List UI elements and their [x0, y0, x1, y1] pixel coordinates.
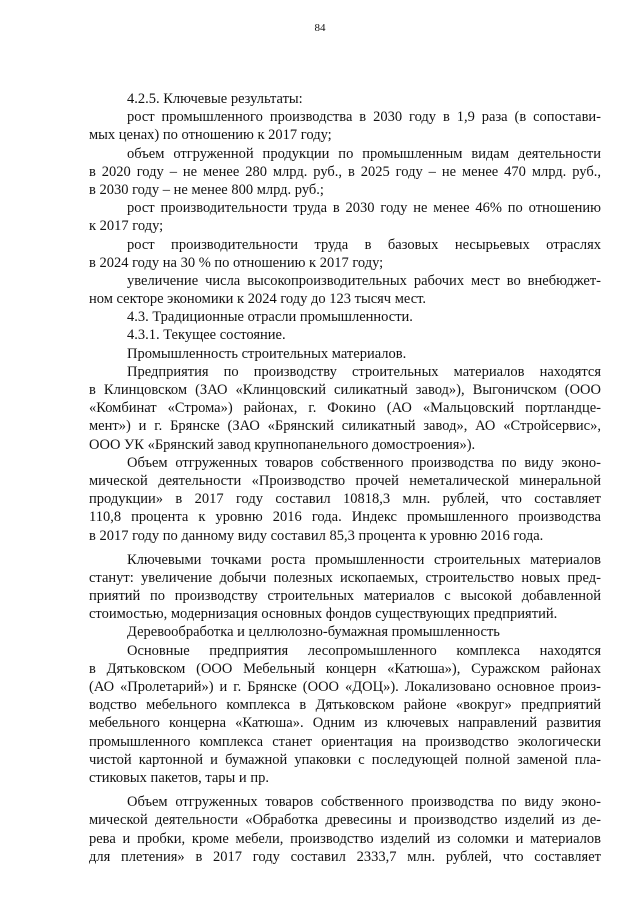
text-line: станут: увеличение добычи полезных ископаемых, строительство новых пред-	[89, 569, 601, 586]
text-line: в 2024 году на 30 % по отношению к 2017 году;	[89, 254, 384, 271]
text-line: промышленного комплекса станет ориентация на производство экологически	[89, 733, 601, 750]
text-line: мых ценах) по отношению к 2017 году;	[89, 127, 332, 144]
text-line: объем отгруженной продукции по промышленным видам деятельности	[127, 145, 601, 162]
text-line: 4.3. Традиционные отрасли промышленности.	[127, 309, 413, 326]
text-line: стоимостью, модернизация основных фондов существующих предприятий.	[89, 606, 558, 623]
text-line: рева и пробки, кроме мебели, производство изделий из соломки и материалов	[89, 830, 601, 847]
document-body	[89, 90, 601, 866]
text-line: Основные предприятия лесопромышленного комплекса находятся	[127, 642, 601, 659]
page-number: 84	[314, 22, 326, 34]
text-line: мебельного концерна «Катюша». Одним из ключевых направлений развития	[89, 715, 601, 732]
text-line: 110,8 процента к уровню 2016 года. Индекс промышленного производства	[89, 509, 601, 526]
text-line: продукции» в 2017 году составил 10818,3 млн. рублей, что составляет	[89, 491, 601, 508]
text-line: 4.2.5. Ключевые результаты:	[127, 91, 303, 107]
text-line: мической деятельности «Производство прочей неметалической минеральной	[89, 472, 601, 489]
text-line: Объем отгруженных товаров собственного производства по виду эконо-	[127, 454, 601, 471]
text-line: рост промышленного производства в 2030 году в 1,9 раза (в сопостави-	[127, 109, 601, 126]
text-line: в Дятьковском (ООО Мебельный концерн «Катюша»), Суражском районах	[89, 660, 601, 677]
text-line: рост производительности труда в базовых несырьевых отраслях	[127, 236, 601, 253]
text-line: ном секторе экономики к 2024 году до 123 тысяч мест.	[89, 291, 426, 308]
text-line: для плетения» в 2017 году составил 2333,7 млн. рублей, что составляет	[89, 848, 601, 865]
text-line: водство мебельного комплекса в Дятьковском районе «вокруг» предприятий	[89, 697, 601, 714]
text-line: «Комбинат «Строма») районах, г. Фокино (АО «Мальцовский портландце-	[89, 400, 601, 417]
text-line: приятий по производству строительных материалов с высокой добавленной	[89, 588, 601, 605]
text-line: мент») и г. Брянске (ЗАО «Брянский силикатный завод», АО «Стройсервис»,	[89, 418, 601, 435]
text-line: 4.3.1. Текущее состояние.	[127, 327, 286, 344]
text-line: мической деятельности «Обработка древесины и производство изделий из де-	[89, 812, 601, 829]
text-line: увеличение числа высокопроизводительных рабочих мест во внебюджет-	[127, 272, 601, 289]
text-line: Объем отгруженных товаров собственного производства по виду эконо-	[127, 794, 601, 811]
text-line: Деревообработка и целлюлозно-бумажная промышленность	[127, 624, 500, 641]
text-line: ООО УК «Брянский завод крупнопанельного домостроения»).	[89, 436, 476, 453]
text-line: (АО «Пролетарий») и г. Брянске (ООО «ДОЦ»). Локализовано основное произ-	[89, 679, 601, 695]
text-line: в 2030 году – не менее 800 млрд. руб.;	[89, 181, 324, 198]
text-line: в 2020 году – не менее 280 млрд. руб., в 2025 году – не менее 470 млрд. руб.,	[89, 163, 601, 180]
text-line: к 2017 году;	[89, 218, 164, 235]
text-line: в 2017 году по данному виду составил 85,3 процента к уровню 2016 года.	[89, 527, 544, 544]
text-line: стиковых пакетов, тары и пр.	[89, 769, 269, 786]
text-line: рост производительности труда в 2030 году не менее 46% по отношению	[127, 200, 601, 217]
text-line: чистой картонной и бумажной упаковки с последующей полной заменой пла-	[89, 751, 601, 768]
text-line: в Клинцовском (ЗАО «Клинцовский силикатный завод»), Выгоничском (ООО	[89, 382, 601, 398]
text-line: Ключевыми точками роста промышленности строительных материалов	[127, 551, 601, 568]
text-line: Промышленность строительных материалов.	[127, 345, 407, 362]
text-line: Предприятия по производству строительных материалов находятся	[127, 363, 601, 380]
